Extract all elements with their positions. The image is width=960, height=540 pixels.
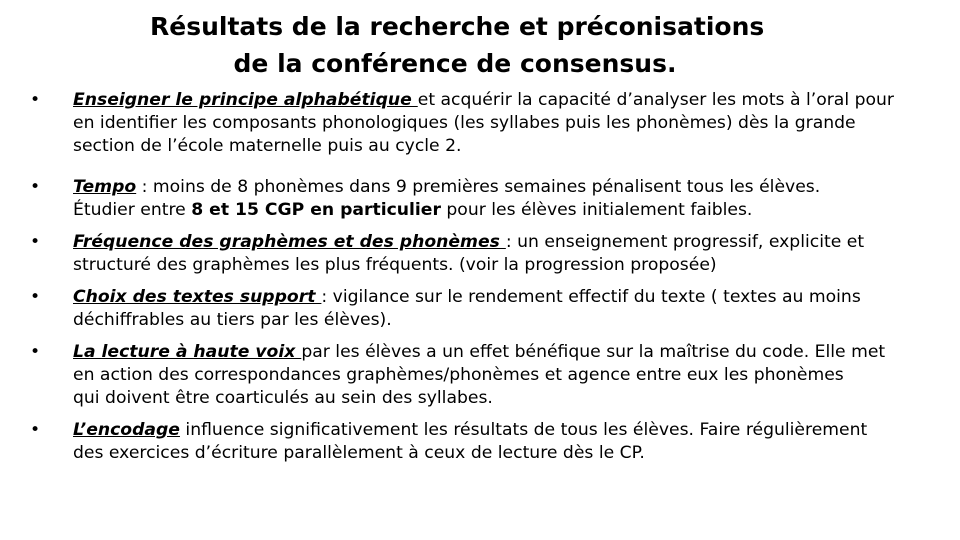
slide-title xyxy=(150,8,765,82)
bullet-text: et acquérir la capacité d’analyser les mots à l’oral pour xyxy=(417,90,894,110)
bullet-line xyxy=(73,199,920,222)
bullet-line: en action des correspondances graphèmes/phonèmes et agence entre eux les phonèmes xyxy=(73,365,844,385)
bullet-line xyxy=(73,341,920,364)
bullet-line: des exercices d’écriture parallèlement à ceux de lecture dès le CP. xyxy=(73,443,645,463)
bullet-text: : un enseignement progressif, explicite et xyxy=(505,232,865,252)
bullet-dot: • xyxy=(30,177,41,197)
bullet-dot: • xyxy=(30,287,41,307)
bullet-line xyxy=(73,286,920,309)
bullet-dot: • xyxy=(30,90,41,110)
bullet-item-choix-textes xyxy=(30,286,920,332)
bullet-lead: Tempo xyxy=(73,177,137,197)
bullet-item-principe-alphabetique xyxy=(30,89,920,158)
bullet-dot: • xyxy=(30,342,41,362)
bullet-line xyxy=(73,89,920,112)
bullet-line: qui doivent être coarticulés au sein des syllabes. xyxy=(73,388,493,408)
bullet-dot: • xyxy=(30,232,41,252)
bullet-item-tempo xyxy=(30,176,920,222)
bullet-line xyxy=(73,176,920,199)
bullet-text: pour les élèves initialement faibles. xyxy=(440,200,753,220)
bullet-text: : vigilance sur le rendement effectif du texte ( textes au moins xyxy=(321,287,861,307)
bullet-line xyxy=(73,419,920,442)
bullet-lead: La lecture à haute voix xyxy=(73,342,302,362)
bullet-list xyxy=(30,89,920,465)
bullet-text: Étudier entre xyxy=(73,200,192,220)
bullet-text: influence significativement les résultats de tous les élèves. Faire régulièrement xyxy=(179,420,868,440)
bullet-emphasis: 8 et 15 CGP en particulier xyxy=(191,200,441,220)
title-line-1: Résultats de la recherche et préconisations xyxy=(150,12,765,41)
bullet-dot: • xyxy=(30,420,41,440)
bullet-item-lecture-haute-voix xyxy=(30,341,920,410)
bullet-item-encodage xyxy=(30,419,920,465)
bullet-line: section de l’école maternelle puis au cycle 2. xyxy=(73,136,462,156)
bullet-lead: L’encodage xyxy=(73,420,180,440)
bullet-lead: Fréquence des graphèmes et des phonèmes xyxy=(73,232,506,252)
bullet-text: par les élèves a un effet bénéfique sur la maîtrise du code. Elle met xyxy=(301,342,886,362)
bullet-lead: Enseigner le principe alphabétique xyxy=(73,90,418,110)
bullet-line: structuré des graphèmes les plus fréquents. (voir la progression proposée) xyxy=(73,255,717,275)
bullet-line xyxy=(73,231,920,254)
bullet-item-frequence xyxy=(30,231,920,277)
bullet-text: : moins de 8 phonèmes dans 9 premières semaines pénalisent tous les élèves. xyxy=(136,177,821,197)
bullet-line: en identifier les composants phonologiques (les syllabes puis les phonèmes) dès la grande xyxy=(73,113,856,133)
title-line-2: de la conférence de consensus. xyxy=(233,49,677,78)
bullet-lead: Choix des textes support xyxy=(73,287,322,307)
bullet-line: déchiffrables au tiers par les élèves). xyxy=(73,310,392,330)
